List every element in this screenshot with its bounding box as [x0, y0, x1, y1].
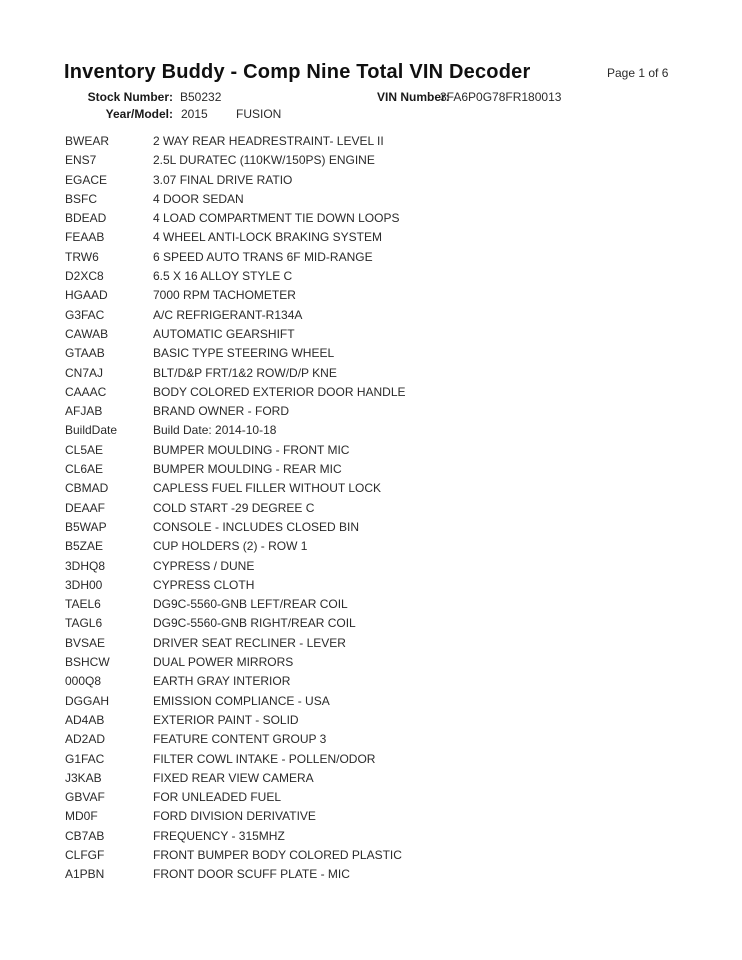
option-description-cell: BUMPER MOULDING - FRONT MIC [153, 442, 350, 457]
vin-number-label: VIN Number: [377, 90, 450, 104]
option-code-cell: GBVAF [65, 790, 105, 805]
table-row [65, 173, 685, 192]
option-description-cell: DG9C-5560-GNB LEFT/REAR COIL [153, 597, 348, 612]
option-description-cell: BODY COLORED EXTERIOR DOOR HANDLE [153, 384, 406, 399]
option-description-cell: CYPRESS / DUNE [153, 558, 255, 573]
option-description-cell: CUP HOLDERS (2) - ROW 1 [153, 539, 308, 554]
option-code-cell: D2XC8 [65, 269, 104, 284]
option-description-cell: BUMPER MOULDING - REAR MIC [153, 462, 342, 477]
table-row [65, 732, 685, 751]
option-description-cell: DUAL POWER MIRRORS [153, 655, 294, 670]
table-row [65, 346, 685, 365]
table-row [65, 366, 685, 385]
option-description-cell: COLD START -29 DEGREE C [153, 500, 315, 515]
table-row [65, 134, 685, 153]
option-description-cell: FILTER COWL INTAKE - POLLEN/ODOR [153, 751, 376, 766]
option-description-cell: CAPLESS FUEL FILLER WITHOUT LOCK [153, 481, 382, 496]
option-code-cell: BSHCW [65, 655, 110, 670]
table-row [65, 713, 685, 732]
option-description-cell: 6.5 X 16 ALLOY STYLE C [153, 269, 293, 284]
table-row [65, 230, 685, 249]
option-code-cell: AD4AB [65, 712, 105, 727]
year-value: 2015 [181, 107, 208, 121]
option-description-cell: EMISSION COMPLIANCE - USA [153, 693, 330, 708]
option-description-cell: 3.07 FINAL DRIVE RATIO [153, 172, 293, 187]
option-description-cell: FORD DIVISION DERIVATIVE [153, 809, 316, 824]
option-code-cell: FEAAB [65, 230, 105, 245]
option-code-cell: 3DH00 [65, 577, 103, 592]
table-row [65, 578, 685, 597]
option-description-cell: 4 DOOR SEDAN [153, 191, 244, 206]
option-code-cell: CB7AB [65, 828, 105, 843]
table-row [65, 771, 685, 790]
option-description-cell: FREQUENCY - 315MHZ [153, 828, 285, 843]
option-description-cell: EARTH GRAY INTERIOR [153, 674, 291, 689]
table-row [65, 462, 685, 481]
table-row [65, 674, 685, 693]
option-code-cell: CN7AJ [65, 365, 104, 380]
option-code-cell: CAAAC [65, 384, 107, 399]
option-code-cell: CBMAD [65, 481, 109, 496]
option-description-cell: BLT/D&P FRT/1&2 ROW/D/P KNE [153, 365, 337, 380]
option-description-cell: FIXED REAR VIEW CAMERA [153, 770, 314, 785]
option-description-cell: DRIVER SEAT RECLINER - LEVER [153, 635, 346, 650]
table-row [65, 559, 685, 578]
option-code-cell: BVSAE [65, 635, 106, 650]
option-description-cell: BRAND OWNER - FORD [153, 404, 289, 419]
option-code-cell: ENS7 [65, 153, 97, 168]
table-row [65, 443, 685, 462]
option-description-cell: 6 SPEED AUTO TRANS 6F MID-RANGE [153, 249, 373, 264]
table-row [65, 655, 685, 674]
option-code-table [65, 134, 685, 887]
option-code-cell: DEAAF [65, 500, 106, 515]
option-description-cell: 2 WAY REAR HEADRESTRAINT- LEVEL II [153, 134, 384, 148]
table-row [65, 752, 685, 771]
stock-number-value: B50232 [180, 90, 222, 104]
option-code-cell: CLFGF [65, 847, 105, 862]
option-description-cell: 2.5L DURATEC (110KW/150PS) ENGINE [153, 153, 375, 168]
table-row [65, 616, 685, 635]
model-value: FUSION [236, 107, 282, 121]
table-row [65, 520, 685, 539]
option-description-cell: BASIC TYPE STEERING WHEEL [153, 346, 335, 361]
table-row [65, 694, 685, 713]
option-code-cell: G3FAC [65, 307, 105, 322]
option-code-cell: AFJAB [65, 404, 103, 419]
option-code-cell: B5WAP [65, 519, 107, 534]
table-row [65, 636, 685, 655]
table-row [65, 385, 685, 404]
option-description-cell: 7000 RPM TACHOMETER [153, 288, 296, 303]
option-code-cell: TRW6 [65, 249, 99, 264]
option-code-cell: EGACE [65, 172, 108, 187]
table-row [65, 269, 685, 288]
option-code-cell: AD2AD [65, 732, 106, 747]
table-row [65, 501, 685, 520]
table-row [65, 539, 685, 558]
option-code-cell: TAGL6 [65, 616, 103, 631]
option-code-cell: A1PBN [65, 867, 105, 882]
table-row [65, 481, 685, 500]
option-description-cell: DG9C-5560-GNB RIGHT/REAR COIL [153, 616, 356, 631]
option-code-cell: CAWAB [65, 326, 109, 341]
option-code-cell: BWEAR [65, 134, 110, 148]
option-code-cell: CL5AE [65, 442, 104, 457]
table-row [65, 327, 685, 346]
option-code-cell: J3KAB [65, 770, 102, 785]
option-description-cell: Build Date: 2014-10-18 [153, 423, 277, 438]
year-model-label: Year/Model: [105, 107, 173, 121]
table-row [65, 790, 685, 809]
option-description-cell: FRONT BUMPER BODY COLORED PLASTIC [153, 847, 402, 862]
table-row [65, 867, 685, 886]
option-code-cell: GTAAB [65, 346, 105, 361]
option-code-cell: BuildDate [65, 423, 118, 438]
option-code-cell: MD0F [65, 809, 98, 824]
table-row [65, 597, 685, 616]
table-row [65, 192, 685, 211]
option-code-cell: B5ZAE [65, 539, 104, 554]
option-code-cell: DGGAH [65, 693, 110, 708]
table-row [65, 404, 685, 423]
option-description-cell: FEATURE CONTENT GROUP 3 [153, 732, 327, 747]
option-description-cell: 4 WHEEL ANTI-LOCK BRAKING SYSTEM [153, 230, 382, 245]
option-code-cell: BSFC [65, 191, 98, 206]
table-row [65, 829, 685, 848]
table-row [65, 288, 685, 307]
option-code-cell: CL6AE [65, 462, 104, 477]
option-description-cell: FOR UNLEADED FUEL [153, 790, 282, 805]
stock-number-label: Stock Number: [87, 90, 173, 104]
option-description-cell: FRONT DOOR SCUFF PLATE - MIC [153, 867, 350, 882]
option-description-cell: A/C REFRIGERANT-R134A [153, 307, 303, 322]
option-code-cell: G1FAC [65, 751, 105, 766]
option-code-cell: 3DHQ8 [65, 558, 106, 573]
table-row [65, 848, 685, 867]
option-description-cell: 4 LOAD COMPARTMENT TIE DOWN LOOPS [153, 211, 400, 226]
option-code-cell: HGAAD [65, 288, 108, 303]
option-code-cell: TAEL6 [65, 597, 101, 612]
vin-number-value: 3FA6P0G78FR180013 [440, 90, 562, 104]
table-row [65, 423, 685, 442]
page-title: Inventory Buddy - Comp Nine Total VIN Decoder [64, 61, 531, 83]
option-code-cell: 000Q8 [65, 674, 102, 689]
table-row [65, 211, 685, 230]
option-description-cell: CYPRESS CLOTH [153, 577, 255, 592]
table-row [65, 153, 685, 172]
option-description-cell: EXTERIOR PAINT - SOLID [153, 712, 299, 727]
option-code-cell: BDEAD [65, 211, 107, 226]
option-description-cell: AUTOMATIC GEARSHIFT [153, 326, 295, 341]
table-row [65, 308, 685, 327]
table-row [65, 809, 685, 828]
table-row [65, 250, 685, 269]
page-number-indicator: Page 1 of 6 [607, 66, 669, 80]
option-description-cell: CONSOLE - INCLUDES CLOSED BIN [153, 519, 360, 534]
